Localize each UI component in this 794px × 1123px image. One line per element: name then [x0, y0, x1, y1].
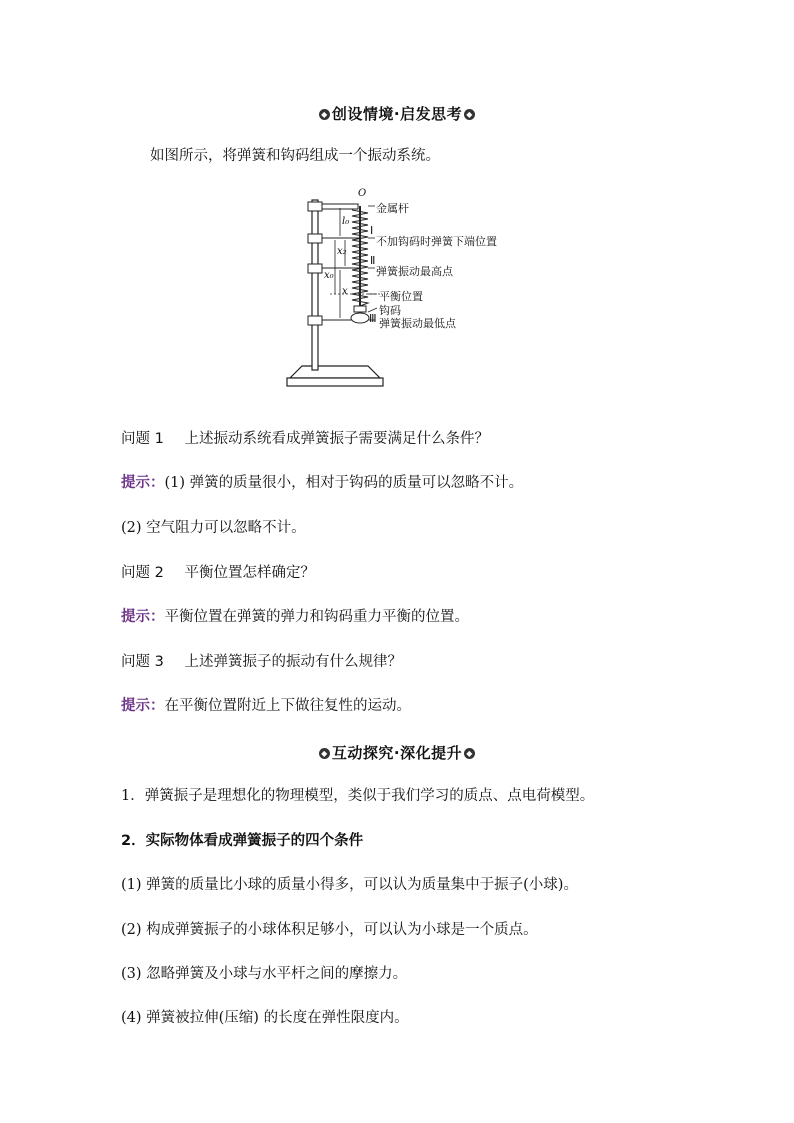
question-3: [121, 650, 402, 671]
question-3-label: 问题 3: [121, 654, 164, 670]
hint-3: [121, 694, 411, 715]
condition-4: (4) 弹簧被拉伸(压缩) 的长度在弹性限度内。: [121, 1010, 409, 1026]
hint-label: 提示：: [121, 609, 165, 625]
intro-text: 如图所示，将弹簧和钩码组成一个振动系统。: [150, 148, 440, 164]
condition-1: (1) 弹簧的质量比小球的质量小得多，可以认为质量集中于振子(小球)。: [121, 877, 578, 893]
spring-figure: [280, 188, 520, 403]
fig-label-weight: 钩码: [379, 304, 401, 317]
hint-3-text: 在平衡位置附近上下做往复性的运动。: [164, 698, 411, 714]
question-1-label: 问题 1: [121, 431, 164, 447]
fig-label-pos2-num: Ⅱ: [370, 254, 376, 267]
section-title-scenario: ◆ 创设情境·启发思考 ◆: [0, 103, 794, 124]
question-2-text: 平衡位置怎样确定？: [184, 565, 315, 581]
section-bullet-icon: ◆: [464, 109, 475, 120]
fig-label-pos2: 弹簧振动最高点: [376, 265, 453, 278]
question-1: [121, 427, 489, 448]
fig-label-rod: 金属杆: [376, 202, 409, 215]
fig-label-x0: x₀: [324, 270, 334, 281]
hint-1a: [121, 471, 523, 492]
point-2-heading: 2．实际物体看成弹簧振子的四个条件: [121, 833, 364, 849]
fig-label-pos3-num: Ⅲ: [369, 312, 377, 325]
section-bullet-icon: ◆: [319, 109, 330, 120]
hint-2: [121, 605, 469, 626]
section-bullet-icon: ◆: [464, 748, 475, 759]
fig-label-pos1-num: Ⅰ: [370, 224, 374, 237]
question-2-label: 问题 2: [121, 565, 164, 581]
hint-label: 提示：: [121, 475, 165, 491]
hint-1b: (2) 空气阻力可以忽略不计。: [121, 520, 306, 536]
fig-label-pos1: 不加钩码时弹簧下端位置: [376, 235, 497, 248]
fig-label-x: x: [342, 286, 348, 297]
hint-label: 提示：: [121, 698, 165, 714]
hint-2-text: 平衡位置在弹簧的弹力和钩码重力平衡的位置。: [164, 609, 469, 625]
condition-3: (3) 忽略弹簧及小球与水平杆之间的摩擦力。: [121, 966, 408, 982]
fig-label-l0: l₀: [342, 216, 350, 227]
section-title-explore: ◆ 互动探究·深化提升 ◆: [0, 742, 794, 763]
fig-label-pos3: 弹簧振动最低点: [379, 317, 456, 330]
question-1-text: 上述振动系统看成弹簧振子需要满足什么条件？: [184, 431, 489, 447]
fig-label-balance: 平衡位置: [379, 290, 423, 303]
hint-1a-text: (1) 弹簧的质量很小，相对于钩码的质量可以忽略不计。: [164, 475, 524, 491]
question-2: [121, 561, 315, 582]
section-bullet-icon: ◆: [319, 748, 330, 759]
fig-label-o: O: [358, 188, 367, 199]
question-3-text: 上述弹簧振子的振动有什么规律？: [184, 654, 402, 670]
condition-2: (2) 构成弹簧振子的小球体积足够小，可以认为小球是一个质点。: [121, 922, 538, 938]
point-1: 1．弹簧振子是理想化的物理模型，类似于我们学习的质点、点电荷模型。: [121, 788, 595, 804]
fig-label-x2: x₂: [337, 246, 347, 257]
